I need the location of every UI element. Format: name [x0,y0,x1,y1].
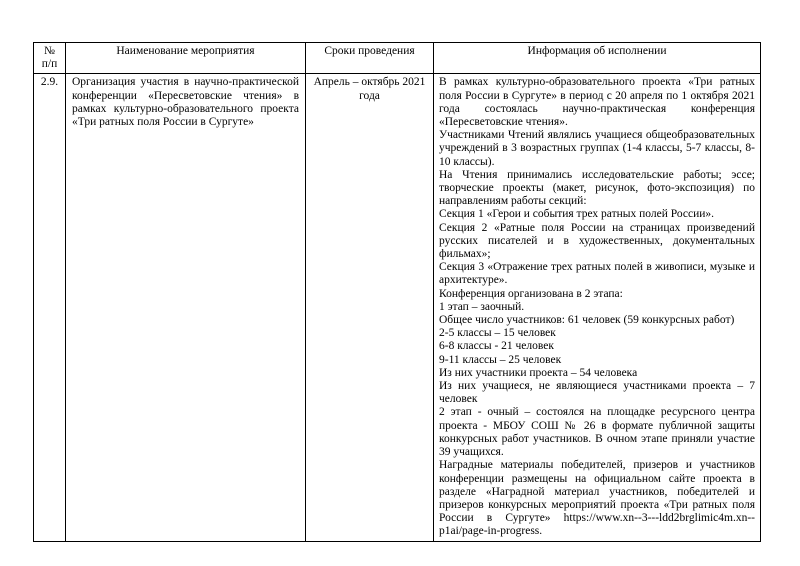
execution-info-cell [434,74,761,541]
info-paragraph: Наградные материалы победителей, призеров и участников конференции размещены на официальном сайте проекта в разделе «Наградной материал участников, победителей и призеров конкурсных мероприятий проекта «Три ратных поля России в Сургуте» https://www.xn--3---ldd2brglimic4m.xn--p1ai/page-in-progress. [439,459,755,538]
info-paragraph: На Чтения принимались исследовательские работы; эссе; творческие проекты (макет, рисунок, фото-экспозиция) по направлениям работы секций: [439,168,755,208]
info-paragraph: 6-8 классы - 21 человек [439,340,554,353]
row-number-cell: 2.9. [34,74,66,541]
info-paragraph: Из них участники проекта – 54 человека [439,366,638,379]
info-paragraph: Общее число участников: 61 человек (59 конкурсных работ) [439,314,735,327]
header-event-name: Наименование мероприятия [66,43,306,74]
header-execution-info: Информация об исполнении [434,43,761,74]
info-paragraph: Секция 3 «Отражение трех ратных полей в живописи, музыке и архитектуре». [439,261,755,287]
info-paragraph: Участниками Чтений являлись учащиеся общеобразовательных учреждений в 3 возрастных группах (1-4 классы, 5-7 классы, 8-10 классы). [439,129,755,168]
info-paragraph: 2-5 классы – 15 человек [439,327,556,340]
info-paragraph: Конференция организована в 2 этапа: [439,287,623,300]
info-paragraph: Секция 1 «Герои и события трех ратных полей России». [439,208,715,221]
header-period: Сроки проведения [306,43,434,74]
info-paragraph: Секция 2 «Ратные поля России на страницах произведений русских писателей и в художественных, документальных фильмах»; [439,221,755,261]
event-name-cell: Организация участия в научно-практической конференции «Пересветовские чтения» в рамках культурно-образовательного проекта «Три ратных поля России в Сургуте» [66,74,306,541]
info-paragraph: 2 этап - очный – состоялся на площадке ресурсного центра проекта - МБОУ СОШ № 26 в формате публичной защиты конкурсных работ участников. В очном этапе приняли участие 39 учащихся. [439,406,755,459]
table-row [34,74,761,541]
table-header-row [34,43,761,74]
info-paragraph: Из них учащиеся, не являющиеся участниками проекта – 7 человек [439,380,755,406]
info-paragraph: 9-11 классы – 25 человек [439,353,562,366]
header-number: № п/п [34,43,66,74]
info-paragraph: В рамках культурно-образовательного проекта «Три ратных поля России в Сургуте» в период с 20 апреля по 1 октября 2021 года состоялась научно-практическая конференция «Пересветовские чтения». [439,76,755,129]
report-table [33,42,761,542]
info-paragraph: 1 этап – заочный. [439,300,525,313]
period-cell: Апрель – октябрь 2021 года [306,74,434,541]
